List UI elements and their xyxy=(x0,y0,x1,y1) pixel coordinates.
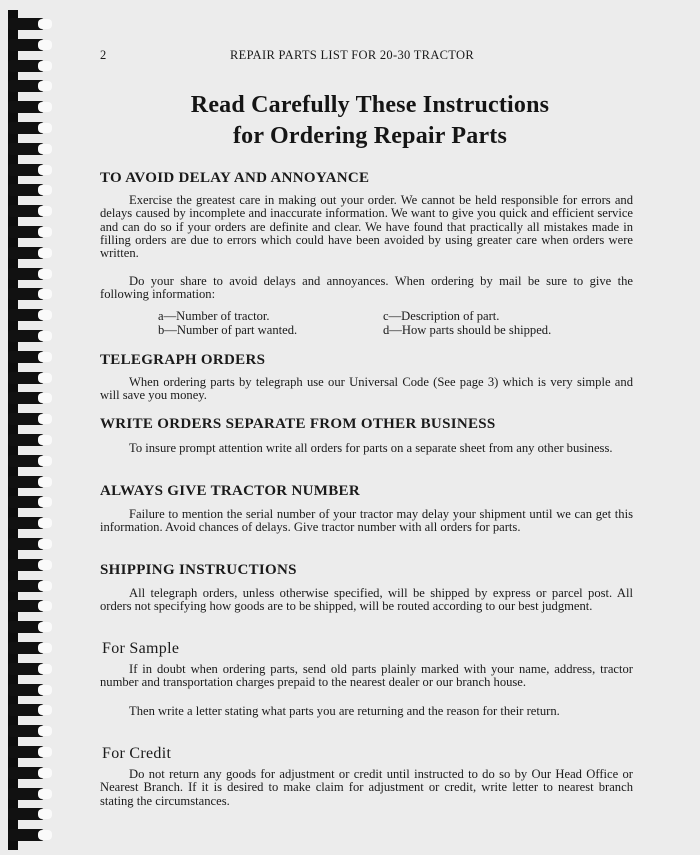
spiral-ring xyxy=(8,536,54,552)
spiral-ring xyxy=(8,224,54,240)
heading-shipping: SHIPPING INSTRUCTIONS xyxy=(100,562,297,578)
spiral-ring xyxy=(8,432,54,448)
heading-credit: For Credit xyxy=(102,745,172,762)
spiral-ring xyxy=(8,619,54,635)
spiral-ring xyxy=(8,786,54,802)
spiral-ring xyxy=(8,58,54,74)
list-item-d: d—How parts should be shipped. xyxy=(383,323,552,337)
spiral-ring xyxy=(8,682,54,698)
spiral-ring xyxy=(8,640,54,656)
spiral-ring xyxy=(8,806,54,822)
spiral-ring xyxy=(8,349,54,365)
spiral-ring xyxy=(8,515,54,531)
spiral-ring xyxy=(8,78,54,94)
spiral-binding xyxy=(8,10,58,850)
heading-telegraph: TELEGRAPH ORDERS xyxy=(100,352,266,368)
list-item-b: b—Number of part wanted. xyxy=(158,323,298,337)
page-header xyxy=(100,48,640,68)
title-line-2: for Ordering Repair Parts xyxy=(232,123,508,149)
spiral-ring xyxy=(8,578,54,594)
spiral-ring xyxy=(8,37,54,53)
spiral-ring xyxy=(8,411,54,427)
sample-paragraph-2: Then write a letter stating what parts you are returning and the reason for their return. xyxy=(129,704,560,718)
credit-paragraph: Do not return any goods for adjustment or credit until instructed to do so by Our Head Office or Nearest Branch. If it is desired to make claim for adjustment or credit, write letter to nearest branch stating the circumstances. xyxy=(100,767,633,808)
spiral-ring xyxy=(8,744,54,760)
spiral-ring xyxy=(8,557,54,573)
delay-paragraph-1: Exercise the greatest care in making out your order. We cannot be held responsible for errors and delays caused by incomplete and inaccurate information. We want to give you quick and efficient service and can do so if your orders are definite and clear. We have found that practically all mistakes made in filling orders are due to errors which could have been avoided by using greater care when orders were written. xyxy=(100,193,633,261)
spiral-ring xyxy=(8,661,54,677)
spiral-ring xyxy=(8,203,54,219)
running-head: REPAIR PARTS LIST FOR 20-30 TRACTOR xyxy=(230,48,474,62)
spiral-ring xyxy=(8,494,54,510)
spiral-ring xyxy=(8,702,54,718)
spiral-ring xyxy=(8,765,54,781)
shipping-paragraph: All telegraph orders, unless otherwise specified, will be shipped by express or parcel post. All orders not specifying how goods are to be shipped, will be routed according to our best judgment. xyxy=(100,586,633,614)
spiral-ring xyxy=(8,99,54,115)
spiral-ring xyxy=(8,120,54,136)
spiral-ring xyxy=(8,141,54,157)
page-title xyxy=(100,90,640,152)
spiral-ring xyxy=(8,453,54,469)
spiral-ring xyxy=(8,245,54,261)
spiral-ring xyxy=(8,16,54,32)
spiral-ring xyxy=(8,723,54,739)
heading-sample: For Sample xyxy=(102,640,180,657)
spiral-ring xyxy=(8,162,54,178)
heading-tractor-number: ALWAYS GIVE TRACTOR NUMBER xyxy=(100,483,360,499)
heading-separate: WRITE ORDERS SEPARATE FROM OTHER BUSINESS xyxy=(100,416,496,432)
spiral-ring xyxy=(8,598,54,614)
tractor-number-paragraph: Failure to mention the serial number of your tractor may delay your shipment until we can get this information. Avoid chances of delays. Give tractor number with all orders for parts. xyxy=(100,507,633,535)
spiral-ring xyxy=(8,370,54,386)
separate-paragraph: To insure prompt attention write all orders for parts on a separate sheet from any other business. xyxy=(129,441,613,455)
spiral-ring xyxy=(8,827,54,843)
sample-paragraph-1: If in doubt when ordering parts, send old parts plainly marked with your name, address, tractor number and transportation charges prepaid to the nearest dealer or our branch house. xyxy=(100,662,633,690)
spiral-ring xyxy=(8,390,54,406)
spiral-ring xyxy=(8,307,54,323)
list-item-a: a—Number of tractor. xyxy=(158,309,270,323)
spiral-ring xyxy=(8,286,54,302)
page-number: 2 xyxy=(100,48,107,62)
spiral-ring xyxy=(8,266,54,282)
heading-delay: TO AVOID DELAY AND ANNOYANCE xyxy=(100,170,370,186)
list-item-c: c—Description of part. xyxy=(383,309,500,323)
spiral-ring xyxy=(8,328,54,344)
delay-paragraph-2: Do your share to avoid delays and annoyances. When ordering by mail be sure to give the following information: xyxy=(100,274,633,302)
title-line-1: Read Carefully These Instructions xyxy=(190,92,550,118)
spiral-ring xyxy=(8,474,54,490)
spiral-ring xyxy=(8,182,54,198)
telegraph-paragraph: When ordering parts by telegraph use our Universal Code (See page 3) which is very simple and will save you money. xyxy=(100,375,633,403)
